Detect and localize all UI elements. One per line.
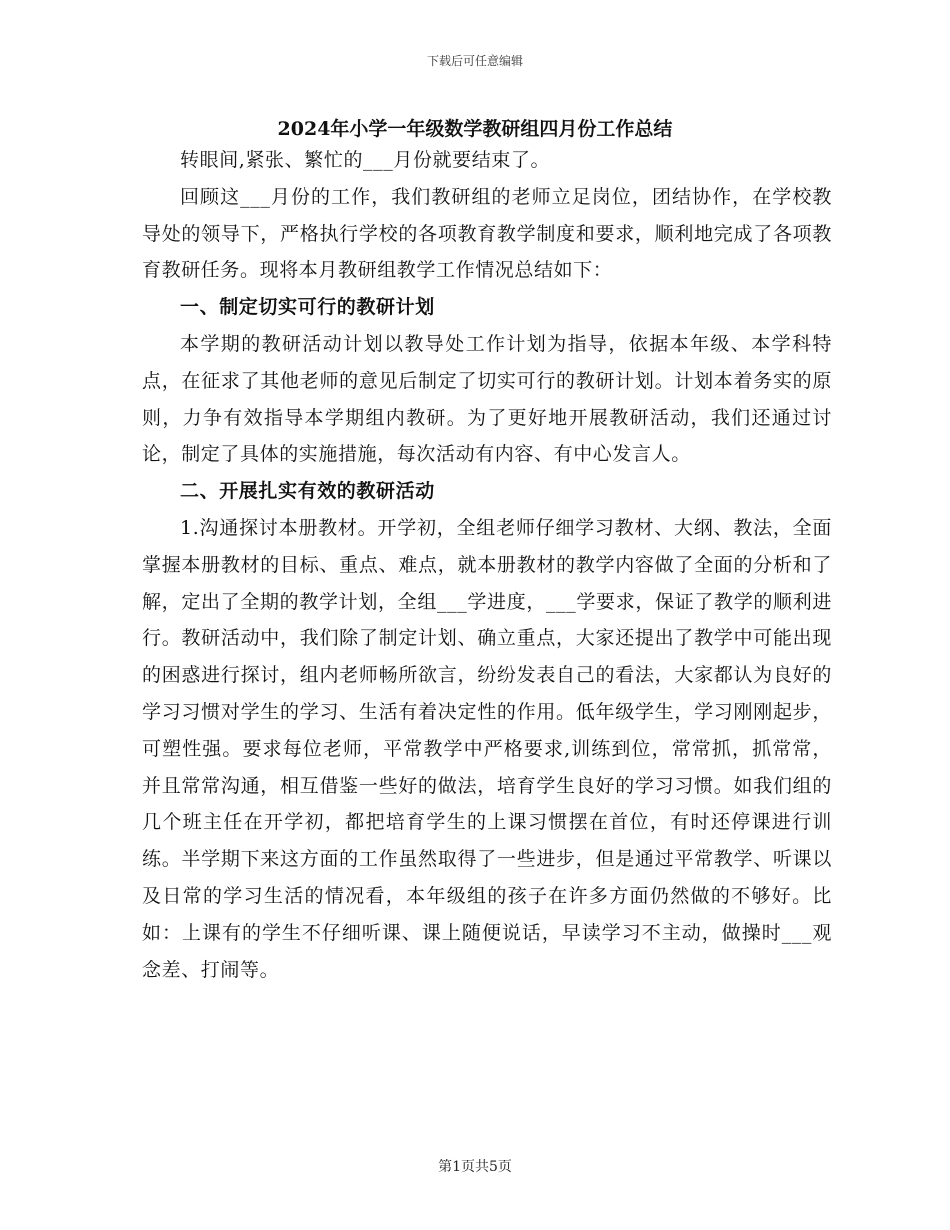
section-heading-1: 一、制定切实可行的教研计划 — [180, 296, 435, 319]
paragraph-review: 回顾这___月份的工作，我们教研组的老师立足岗位，团结协作，在学校教导处的领导下，严格执行学校的各项教育教学制度和要求，顺利地完成了各项教育教研任务。现将本月教研组教学工作情况总结如下： — [142, 185, 832, 282]
section-heading-2: 二、开展扎实有效的教研活动 — [180, 480, 435, 503]
paragraph-plan: 本学期的教研活动计划以教导处工作计划为指导，依据本年级、本学科特点，在征求了其他老师的意见后制定了切实可行的教研计划。计划本着务实的原则，力争有效指导本学期组内教研。为了更好地开展教研活动，我们还通过讨论，制定了具体的实施措施，每次活动有内容、有中心发言人。 — [142, 332, 832, 466]
document-body — [142, 142, 832, 988]
paragraph-activities: 1.沟通探讨本册教材。开学初，全组老师仔细学习教材、大纲、教法，全面掌握本册教材的目标、重点、难点，就本册教材的教学内容做了全面的分析和了解，定出了全期的教学计划，全组___学进度，___学要求，保证了教学的顺利进行。教研活动中，我们除了制定计划、确立重点，大家还提出了教学中可能出现的困惑进行探讨，组内老师畅所欲言，纷纷发表自己的看法，大家都认为良好的学习习惯对学生的学习、生活有着决定性的作用。低年级学生，学习刚刚起步，可塑性强。要求每位老师，平常教学中严格要求,训练到位，常常抓，抓常常，并且常常沟通，相互借鉴一些好的做法，培育学生良好的学习习惯。如我们组的几个班主任在开学初，都把培育学生的上课习惯摆在首位，有时还停课进行训练。半学期下来这方面的工作虽然取得了一些进步，但是通过平常教学、听课以及日常的学习生活的情况看，本年级组的孩子在许多方面仍然做的不够好。比如：上课有的学生不仔细听课、课上随便说话，早读学习不主动，做操时___观念差、打闹等。 — [142, 516, 832, 981]
page-header-note: 下载后可任意编辑 — [426, 54, 523, 68]
document-title: 2024年小学一年级数学教研组四月份工作总结 — [277, 118, 673, 140]
paragraph-intro: 转眼间,紧张、繁忙的___月份就要结束了。 — [180, 149, 551, 171]
page-footer-page-number: 第1页共5页 — [438, 1159, 512, 1175]
